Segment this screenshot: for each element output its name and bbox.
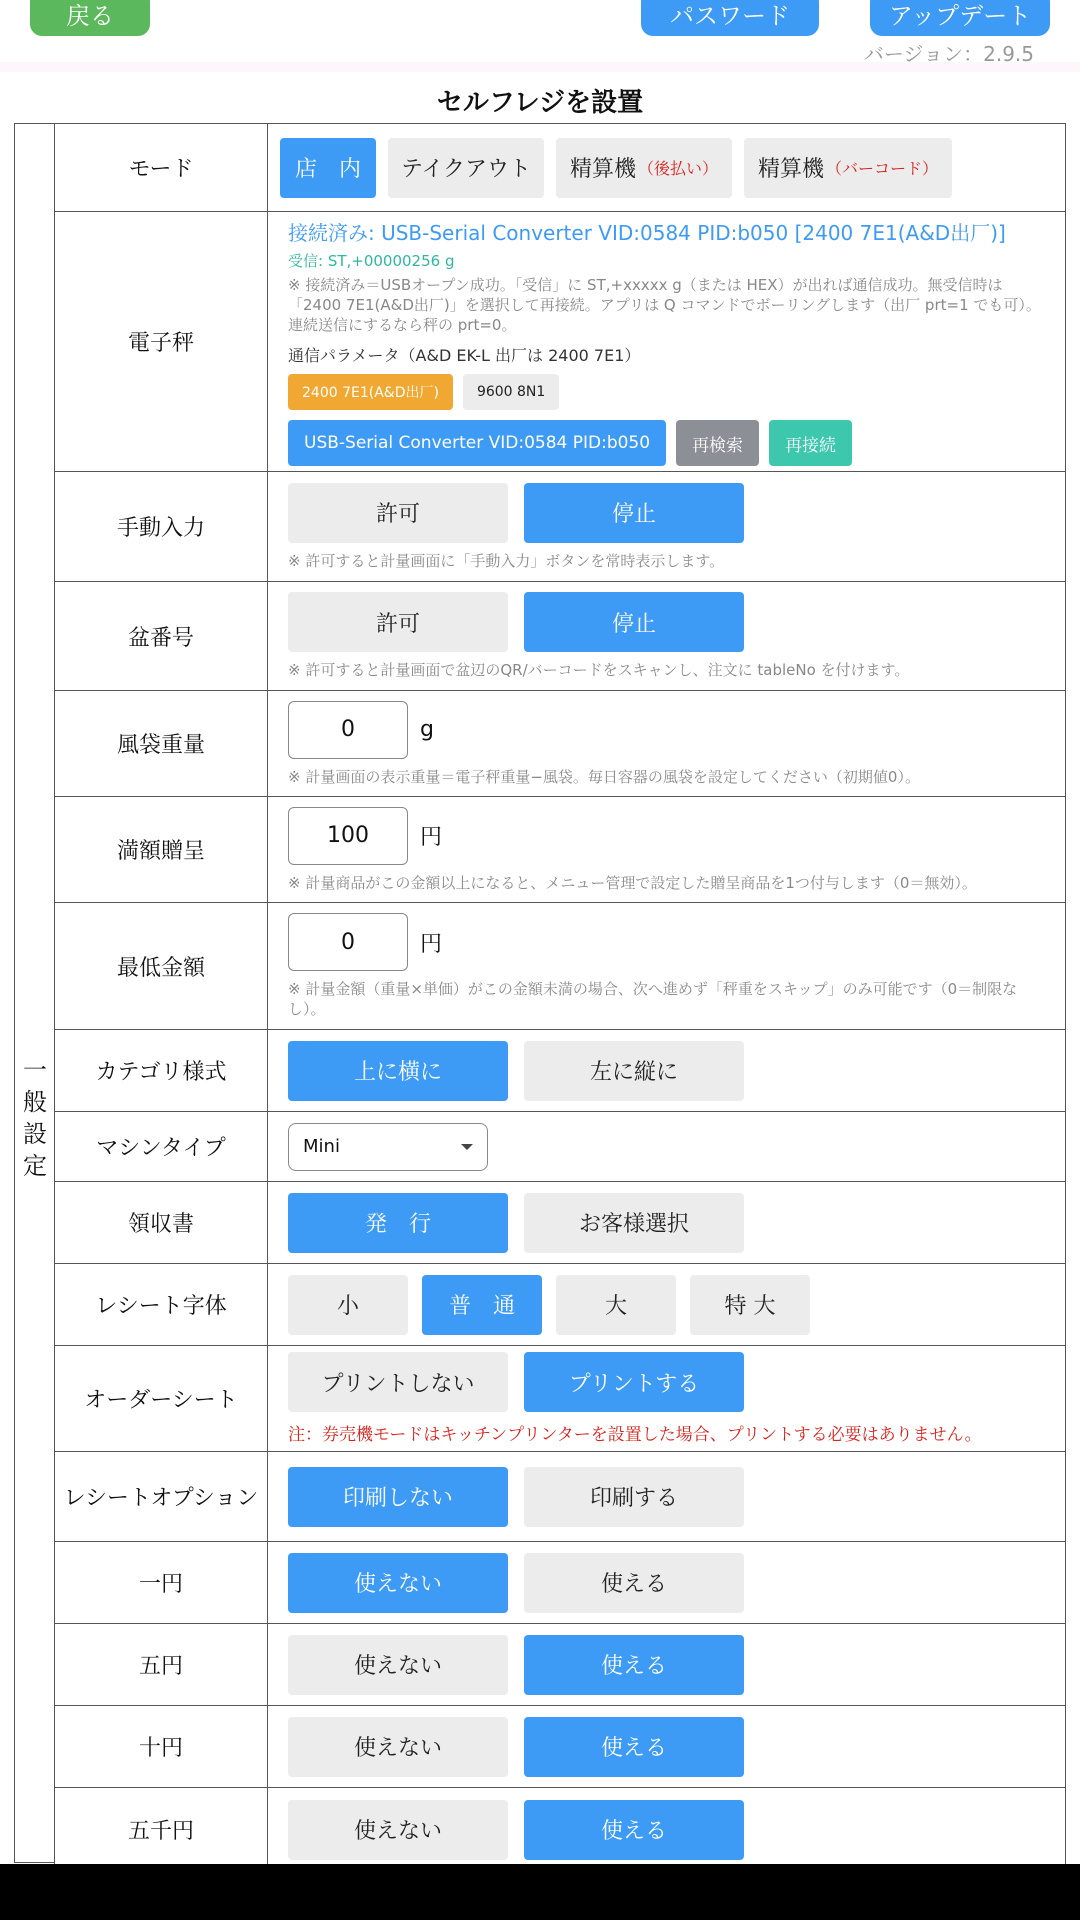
- mode-takeout-button[interactable]: テイクアウト: [388, 138, 544, 198]
- mode-barcode-sub: （バーコード）: [826, 159, 939, 178]
- receipt-customer-choice-button[interactable]: お客様選択: [524, 1193, 744, 1253]
- row-label: 電子秤: [55, 212, 268, 472]
- row-content: [268, 1264, 1066, 1346]
- row-content: [268, 1624, 1066, 1706]
- row-scale: [55, 212, 1066, 472]
- back-button[interactable]: 戻る: [30, 0, 150, 36]
- version-label: バージョン：2.9.5: [863, 42, 1034, 66]
- row-content: [268, 1182, 1066, 1264]
- yen5000-disabled-button[interactable]: 使えない: [288, 1800, 508, 1860]
- row-yen-1: [55, 1542, 1066, 1624]
- gift-threshold-unit: 円: [420, 825, 443, 850]
- scale-status: 接続済み: USB-Serial Converter VID:0584 PID:b050 [2400 7E1(A&D出厂)]: [288, 221, 1006, 245]
- row-label: レシート字体: [55, 1264, 268, 1346]
- order-sheet-no-print-button[interactable]: プリントしない: [288, 1352, 508, 1412]
- mode-barcode-button[interactable]: [744, 138, 952, 198]
- gift-threshold-input[interactable]: 100: [288, 807, 408, 865]
- bag-weight-unit: g: [420, 717, 434, 742]
- row-tray-number: [55, 582, 1066, 691]
- row-label: レシートオプション: [55, 1452, 268, 1542]
- row-label: 最低金額: [55, 903, 268, 1030]
- yen5-enabled-button[interactable]: 使える: [524, 1635, 744, 1695]
- settings-table: [54, 123, 1066, 1872]
- manual-note: ※ 許可すると計量画面に「手動入力」ボタンを常時表示します。: [288, 551, 725, 570]
- row-receipt-option: [55, 1452, 1066, 1542]
- tray-stop-button[interactable]: 停止: [524, 592, 744, 652]
- font-small-button[interactable]: 小: [288, 1275, 408, 1335]
- order-sheet-print-button[interactable]: プリントする: [524, 1352, 744, 1412]
- section-label-char-2: 般: [23, 1088, 47, 1116]
- param-2400-button[interactable]: 2400 7E1(A&D出厂): [288, 374, 453, 410]
- manual-allow-button[interactable]: 許可: [288, 483, 508, 543]
- top-bar: [0, 0, 1080, 72]
- row-content: [268, 903, 1066, 1030]
- row-content: [268, 1788, 1066, 1872]
- row-receipt: [55, 1182, 1066, 1264]
- row-label: 盆番号: [55, 582, 268, 691]
- machine-type-value: Mini: [303, 1136, 340, 1157]
- row-label: 五円: [55, 1624, 268, 1706]
- manual-stop-button[interactable]: 停止: [524, 483, 744, 543]
- section-label-char-1: 一: [23, 1056, 47, 1084]
- row-label: 一円: [55, 1542, 268, 1624]
- row-label: 満額贈呈: [55, 797, 268, 903]
- password-button[interactable]: パスワード: [641, 0, 819, 36]
- min-amount-unit: 円: [420, 931, 443, 957]
- row-content: [268, 1706, 1066, 1788]
- mode-eat-in-button[interactable]: 店 内: [280, 138, 376, 198]
- row-yen-10: [55, 1706, 1066, 1788]
- scale-param-label: 通信パラメータ（A&D EK-L 出厂は 2400 7E1）: [288, 346, 641, 365]
- row-label: 十円: [55, 1706, 268, 1788]
- section-label-char-3: 設: [23, 1120, 47, 1148]
- row-label: 五千円: [55, 1788, 268, 1872]
- min-amount-note: ※ 計量金額（重量×単価）がこの金額未満の場合、次へ進めず「秤重をスキップ」のみ可能です（0＝制限なし）。: [288, 980, 1018, 1018]
- row-content: [268, 472, 1066, 582]
- row-content: [268, 124, 1066, 212]
- order-sheet-warning: 注：券売機モードはキッチンプリンターを設置した場合、プリントする必要はありません。: [288, 1425, 982, 1445]
- row-content: [268, 1112, 1066, 1182]
- scale-received: 受信: ST,+00000256 g: [288, 252, 455, 270]
- yen1-enabled-button[interactable]: 使える: [524, 1553, 744, 1613]
- row-content: [268, 691, 1066, 797]
- row-yen-5000: [55, 1788, 1066, 1872]
- receipt-option-print-button[interactable]: 印刷する: [524, 1467, 744, 1527]
- row-label: カテゴリ様式: [55, 1030, 268, 1112]
- bag-weight-input[interactable]: 0: [288, 701, 408, 759]
- row-label: 領収書: [55, 1182, 268, 1264]
- row-content: [268, 797, 1066, 903]
- tray-note: ※ 許可すると計量画面で盆辺のQR/バーコードをスキャンし、注文に tableNo を付けます。: [288, 661, 910, 679]
- update-button[interactable]: アップデート: [870, 0, 1050, 36]
- row-machine-type: [55, 1112, 1066, 1182]
- min-amount-input[interactable]: 0: [288, 913, 408, 971]
- row-bag-weight: [55, 691, 1066, 797]
- reconnect-button[interactable]: 再接続: [769, 420, 852, 466]
- row-label: モード: [55, 124, 268, 212]
- row-order-sheet: [55, 1346, 1066, 1452]
- category-vertical-button[interactable]: 左に縦に: [524, 1041, 744, 1101]
- row-yen-5: [55, 1624, 1066, 1706]
- row-receipt-font: [55, 1264, 1066, 1346]
- scale-device-button[interactable]: USB-Serial Converter VID:0584 PID:b050: [288, 420, 666, 466]
- font-normal-button[interactable]: 普 通: [422, 1275, 542, 1335]
- row-min-amount: [55, 903, 1066, 1030]
- yen10-disabled-button[interactable]: 使えない: [288, 1717, 508, 1777]
- row-manual-input: [55, 472, 1066, 582]
- receipt-issue-button[interactable]: 発 行: [288, 1193, 508, 1253]
- bag-weight-note: ※ 計量画面の表示重量＝電子秤重量−風袋。毎日容器の風袋を設定してください（初期値0）。: [288, 767, 920, 786]
- yen5-disabled-button[interactable]: 使えない: [288, 1635, 508, 1695]
- scale-note: ※ 接続済み＝USBオープン成功。「受信」に ST,+xxxxx g（または HEX）が出れば通信成功。無受信時は「2400 7E1(A&D出厂)」を選択して再接続。アプリは Q コマンドでボーリングします（出厂 prt=1 でも可）。連続送信にするなら秤の prt=0。: [288, 276, 1041, 334]
- chevron-down-icon: [461, 1144, 473, 1150]
- row-label: 風袋重量: [55, 691, 268, 797]
- row-label: マシンタイプ: [55, 1112, 268, 1182]
- row-gift-threshold: [55, 797, 1066, 903]
- row-mode: [55, 124, 1066, 212]
- font-large-button[interactable]: 大: [556, 1275, 676, 1335]
- row-content: [268, 1542, 1066, 1624]
- row-content: [268, 1030, 1066, 1112]
- mode-barcode-label: 精算機: [757, 157, 824, 182]
- yen5000-enabled-button[interactable]: 使える: [524, 1800, 744, 1860]
- system-navigation-bar: [0, 1864, 1080, 1920]
- section-column: [14, 123, 54, 1863]
- row-label: 手動入力: [55, 472, 268, 582]
- row-content: [268, 582, 1066, 691]
- section-label-char-4: 定: [23, 1152, 47, 1180]
- param-9600-button[interactable]: 9600 8N1: [463, 374, 559, 410]
- section-label: [15, 1054, 55, 1182]
- row-category-style: [55, 1030, 1066, 1112]
- row-content: [268, 1346, 1066, 1452]
- mode-after-pay-button[interactable]: [556, 138, 732, 198]
- receipt-option-no-print-button[interactable]: 印刷しない: [288, 1467, 508, 1527]
- page-title: セルフレジを設置: [436, 88, 644, 118]
- tray-allow-button[interactable]: 許可: [288, 592, 508, 652]
- machine-type-select[interactable]: [288, 1123, 488, 1171]
- mode-after-pay-sub: （後払い）: [638, 159, 719, 178]
- row-content: [268, 1452, 1066, 1542]
- row-label: オーダーシート: [55, 1346, 268, 1452]
- rescan-button[interactable]: 再検索: [676, 420, 759, 466]
- yen1-disabled-button[interactable]: 使えない: [288, 1553, 508, 1613]
- font-extra-large-button[interactable]: 特 大: [690, 1275, 810, 1335]
- gift-note: ※ 計量商品がこの金額以上になると、メニュー管理で設定した贈呈商品を1つ付与します（0＝無効）。: [288, 873, 977, 892]
- row-content: [268, 212, 1066, 472]
- category-horizontal-button[interactable]: 上に横に: [288, 1041, 508, 1101]
- mode-after-pay-label: 精算機: [569, 157, 636, 182]
- yen10-enabled-button[interactable]: 使える: [524, 1717, 744, 1777]
